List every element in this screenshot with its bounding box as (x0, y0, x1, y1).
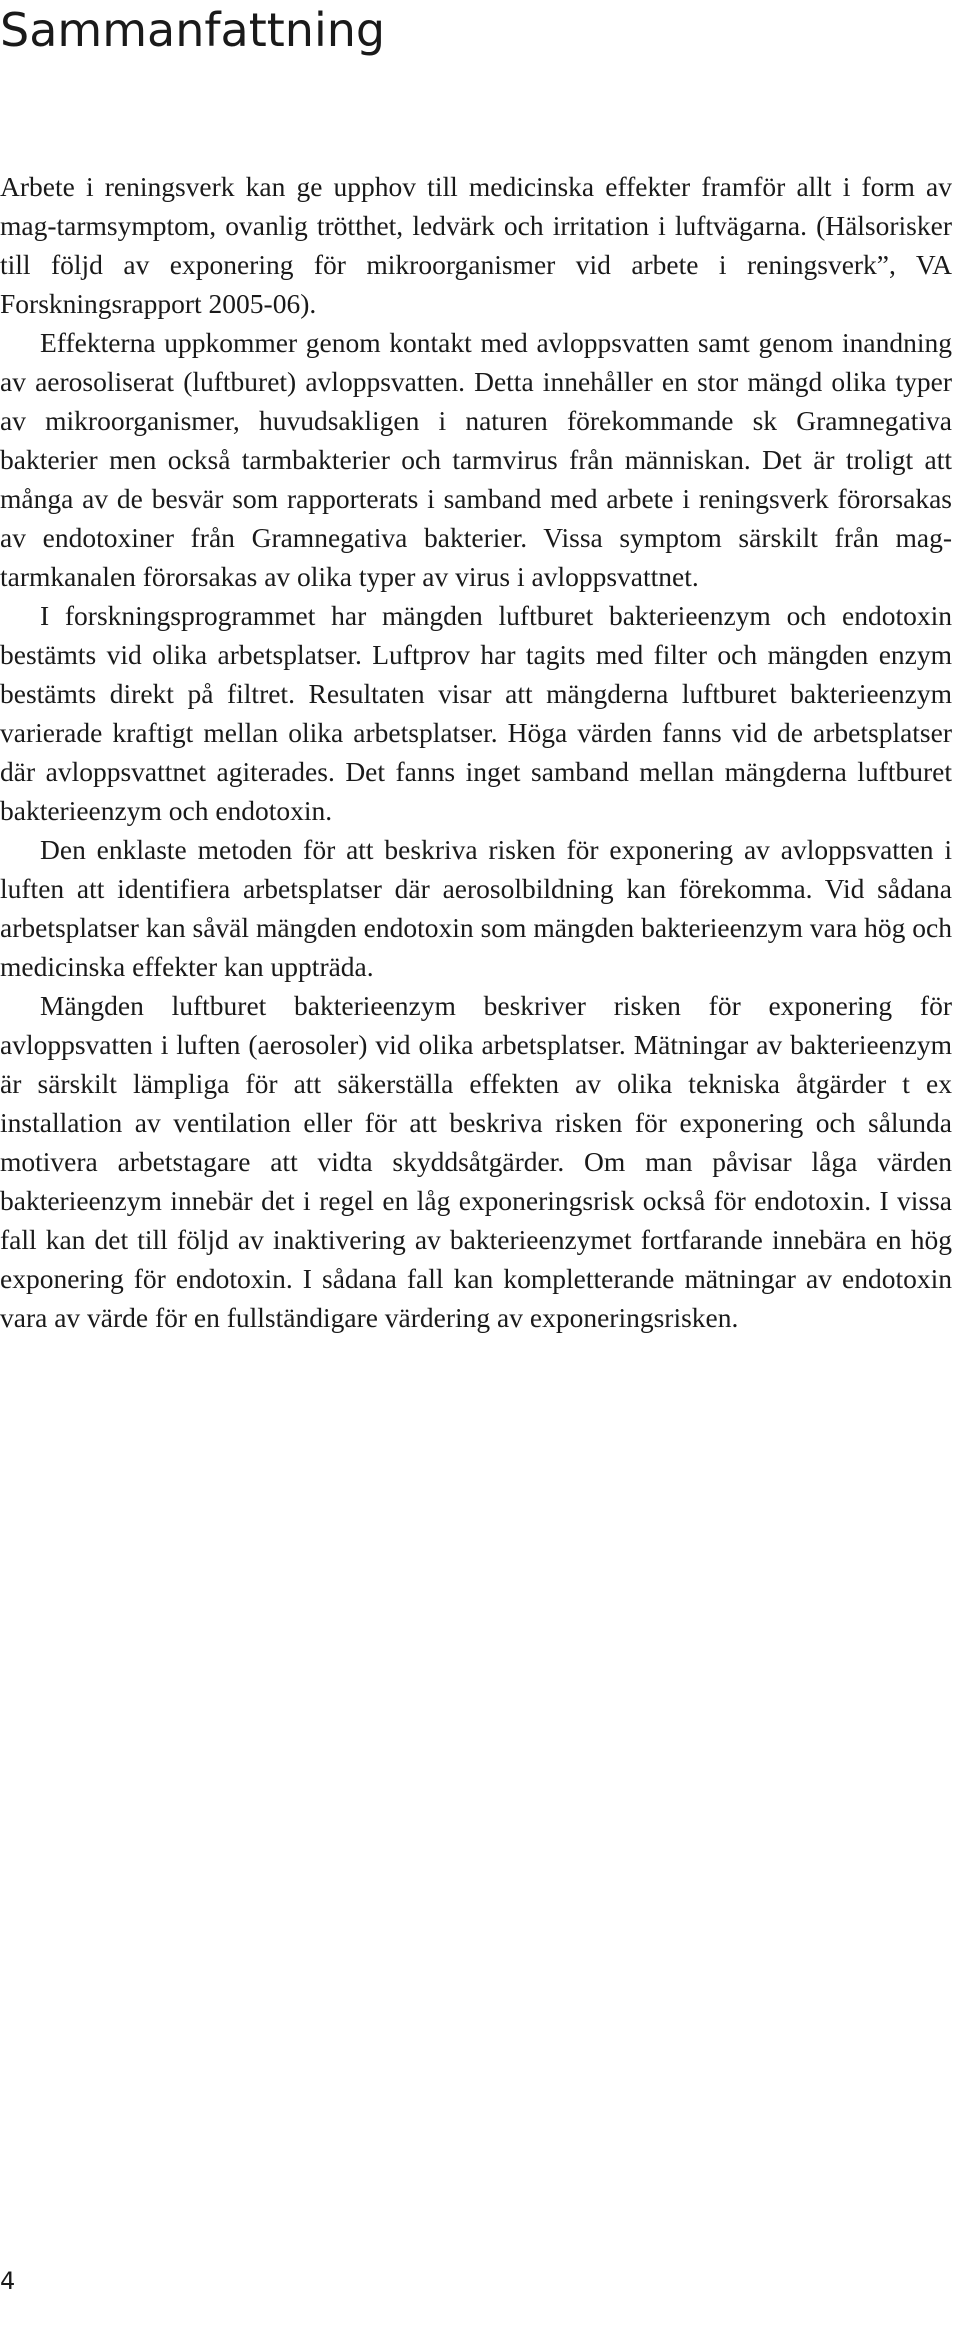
page-number: 4 (0, 2267, 16, 2295)
paragraph-enzyme-measurement: Mängden luftburet bakterieenzym beskriver risken för exponering för avloppsvatten i luften (aerosoler) vid olika arbetsplatser. Mätningar av bakterieenzym är särskilt lämpliga för att säkerställa effekten av olika tekniska åtgärder t ex installation av ventilation eller för att beskriva risken för exponering och sålunda motivera arbetstagare att vidta skyddsåtgärder. Om man påvisar låga värden bakterieenzym innebär det i regel en låg exponeringsrisk också för endotoxin. I vissa fall kan det till följd av inaktivering av bakterieenzymet fortfarande innebära en hög exponering för endotoxin. I sådana fall kan kompletterande mätningar av endotoxin vara av värde för en fullständigare värdering av exponeringsrisken. (0, 990, 952, 1333)
paragraph-research-program: I forskningsprogrammet har mängden luftburet bakterieenzym och endotoxin bestämts vid olika arbetsplatser. Luftprov har tagits med filter och mängden enzym bestämts direkt på filtret. Resultaten visar att mängderna luftburet bakterieenzym varierade kraftigt mellan olika arbetsplatser. Höga värden fanns vid de arbetsplatser där avloppsvattnet agiterades. Det fanns inget samband mellan mängderna luftburet bakterieenzym och endotoxin. (0, 600, 952, 826)
summary-body (0, 167, 952, 1337)
paragraph-intro: Arbete i reningsverk kan ge upphov till medicinska effekter framför allt i form av mag-tarmsymptom, ovanlig trötthet, ledvärk och irritation i luftvägarna. (Hälsorisker till följd av exponering för mikroorganismer vid arbete i reningsverk”, VA Forskningsrapport 2005-06). (0, 171, 952, 319)
paragraph-effects: Effekterna uppkommer genom kontakt med avloppsvatten samt genom inandning av aerosoliserat (luftburet) avloppsvatten. Detta innehåller en stor mängd olika typer av mikroorganismer, huvudsakligen i naturen förekommande sk Gramnegativa bakterier men också tarmbakterier och tarmvirus från människan. Det är troligt att många av de besvär som rapporterats i samband med arbete i reningsverk förorsakas av endotoxiner från Gramnegativa bakterier. Vissa symptom särskilt från mag-tarmkanalen förorsakas av olika typer av virus i avloppsvattnet. (0, 327, 952, 592)
paragraph-method: Den enklaste metoden för att beskriva risken för exponering av avloppsvatten i luften att identifiera arbetsplatser där aerosolbildning kan förekomma. Vid sådana arbetsplatser kan såväl mängden endotoxin som mängden bakterieenzym vara hög och medicinska effekter kan uppträda. (0, 834, 952, 982)
page-title: Sammanfattning (0, 3, 386, 57)
